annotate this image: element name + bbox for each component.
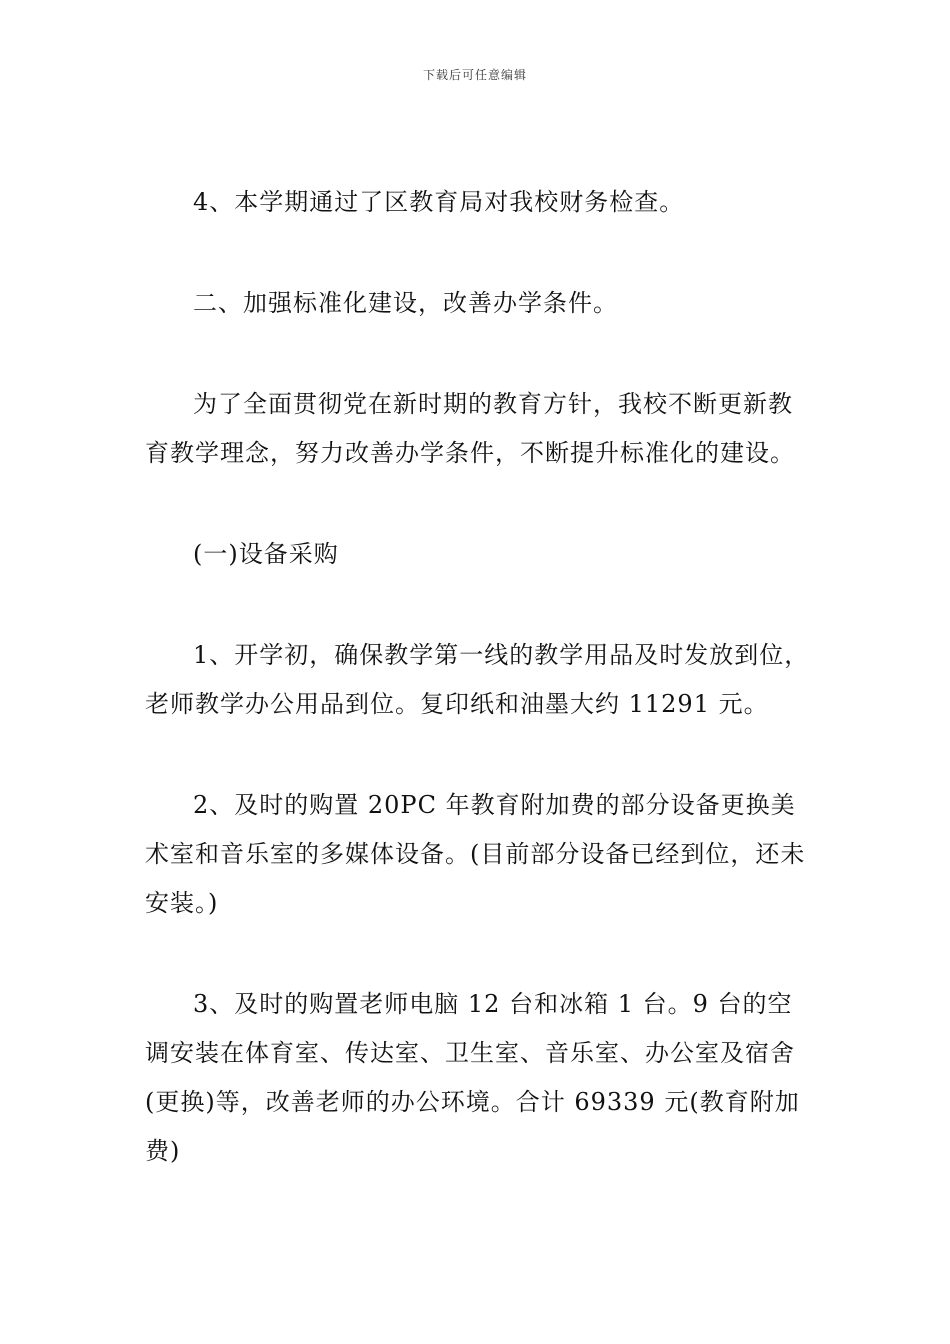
paragraph-item-3: 3、及时的购置老师电脑 12 台和冰箱 1 台。9 台的空调安装在体育室、传达室、卫生室、音乐室、办公室及宿舍(更换)等，改善老师的办公环境。合计 69339 元(教育附加费)	[145, 990, 800, 1165]
paragraph-item-2: 2、及时的购置 20PC 年教育附加费的部分设备更换美术室和音乐室的多媒体设备。(目前部分设备已经到位，还未安装。)	[145, 791, 806, 917]
paragraph-subsection-equipment: (一)设备采购	[193, 540, 339, 568]
paragraph-intro: 为了全面贯彻党在新时期的教育方针，我校不断更新教育教学理念，努力改善办学条件，不断提升标准化的建设。	[145, 390, 795, 467]
paragraph-section-two-heading: 二、加强标准化建设，改善办学条件。	[193, 289, 618, 317]
paragraph-item-1: 1、开学初，确保教学第一线的教学用品及时发放到位，老师教学办公用品到位。复印纸和油墨大约 11291 元。	[145, 641, 810, 718]
document-body	[145, 178, 810, 1176]
header-note: 下载后可任意编辑	[422, 68, 527, 82]
paragraph-finance-check: 4、本学期通过了区教育局对我校财务检查。	[193, 188, 685, 216]
